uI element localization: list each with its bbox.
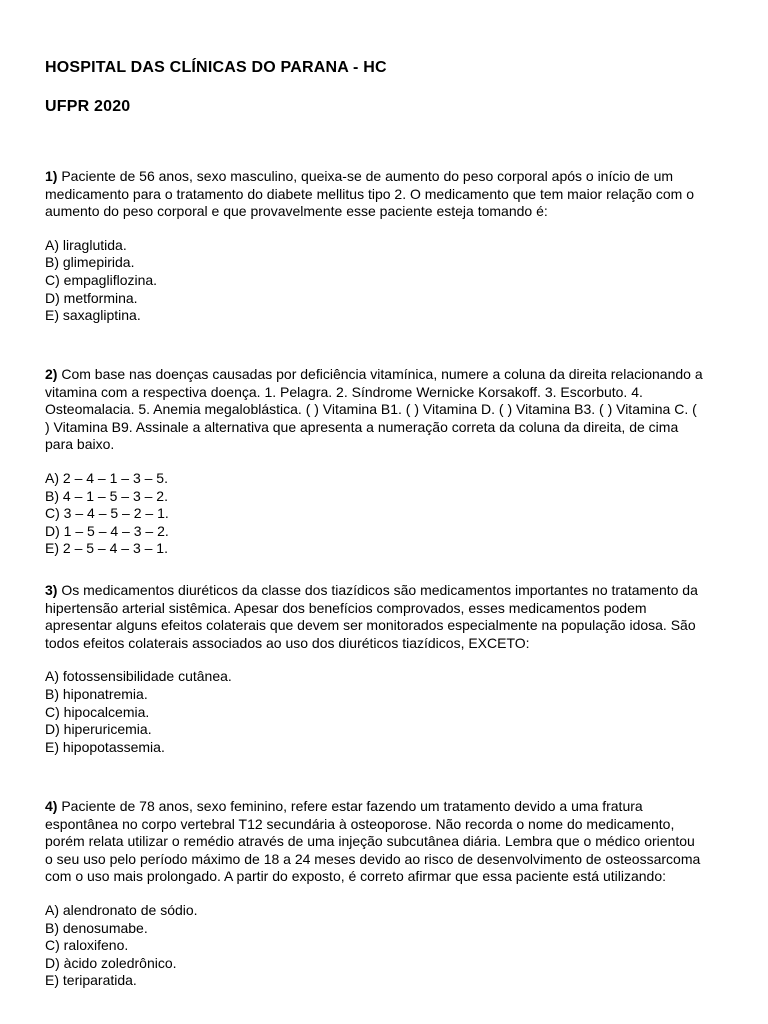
question-text: [45, 582, 705, 652]
option-b: B) glimepirida.: [45, 254, 135, 271]
question-statement: Paciente de 78 anos, sexo feminino, refere estar fazendo um tratamento devido a uma fratura espontânea no corpo vertebral T12 secundária à osteoporose. Não recorda o nome do medicamento, porém relata utilizar o remédio através de uma injeção subcutânea diária. Lembra que o médico orientou o seu uso pelo período máximo de 18 a 24 meses devido ao risco de desenvolvimento de osteossarcoma com o uso mais prolongado. A partir do exposto, é correto afirmar que essa paciente está utilizando:: [45, 798, 701, 885]
question-3: [45, 582, 705, 756]
option-a: A) liraglutida.: [45, 236, 127, 253]
option-d: D) metformina.: [45, 289, 138, 306]
option-e: E) hipopotassemia.: [45, 738, 165, 755]
question-number: 3): [45, 582, 58, 598]
option-e: E) teriparatida.: [45, 972, 137, 989]
option-b: B) hiponatremia.: [45, 685, 148, 702]
answer-options: [45, 470, 705, 558]
option-b: B) 4 – 1 – 5 – 3 – 2.: [45, 487, 168, 504]
answer-options: [45, 237, 705, 325]
document-title: HOSPITAL DAS CLÍNICAS DO PARANA - HC: [45, 59, 387, 76]
question-statement: Paciente de 56 anos, sexo masculino, queixa-se de aumento do peso corporal após o início de um medicamento para o tratamento do diabete mellitus tipo 2. O medicamento que tem maior relação com o aumento do peso corporal e que provavelmente esse paciente esteja tomando é:: [45, 168, 694, 220]
question-text: [45, 798, 705, 886]
option-e: E) saxagliptina.: [45, 307, 141, 324]
question-statement: Os medicamentos diuréticos da classe dos tiazídicos são medicamentos importantes no tratamento da hipertensão arterial sistêmica. Apesar dos benefícios comprovados, esses medicamentos podem apresentar alguns efeitos colaterais que devem ser monitorados especialmente na população idosa. São todos efeitos colaterais associados ao uso dos diuréticos tiazídicos, EXCETO:: [45, 582, 698, 651]
question-number: 4): [45, 798, 58, 814]
option-b: B) denosumabe.: [45, 919, 148, 936]
question-2: [45, 366, 705, 558]
option-c: C) 3 – 4 – 5 – 2 – 1.: [45, 505, 169, 522]
question-1: [45, 168, 705, 325]
option-a: A) fotossensibilidade cutânea.: [45, 668, 232, 685]
question-number: 2): [45, 366, 58, 382]
option-d: D) hiperuricemia.: [45, 721, 152, 738]
answer-options: [45, 902, 705, 990]
question-text: [45, 168, 705, 221]
question-number: 1): [45, 168, 58, 184]
question-4: [45, 798, 705, 990]
document-subtitle: UFPR 2020: [45, 98, 131, 115]
option-a: A) 2 – 4 – 1 – 3 – 5.: [45, 469, 168, 486]
option-e: E) 2 – 5 – 4 – 3 – 1.: [45, 540, 168, 557]
option-c: C) hipocalcemia.: [45, 703, 150, 720]
answer-options: [45, 668, 705, 756]
option-a: A) alendronato de sódio.: [45, 901, 198, 918]
question-statement: Com base nas doenças causadas por deficiência vitamínica, numere a coluna da direita relacionando a vitamina com a respectiva doença. 1. Pelagra. 2. Síndrome Wernicke Korsakoff. 3. Escorbuto. 4. Osteomalacia. 5. Anemia megaloblástica. ( ) Vitamina B1. ( ) Vitamina D. ( ) Vitamina B3. ( ) Vitamina C. ( ) Vitamina B9. Assinale a alternativa que apresenta a numeração correta da coluna da direita, de cima para baixo.: [45, 366, 703, 453]
option-c: C) empagliflozina.: [45, 271, 158, 288]
option-d: D) 1 – 5 – 4 – 3 – 2.: [45, 522, 169, 539]
option-c: C) raloxifeno.: [45, 937, 129, 954]
option-d: D) àcido zoledrônico.: [45, 954, 177, 971]
question-text: [45, 366, 705, 454]
